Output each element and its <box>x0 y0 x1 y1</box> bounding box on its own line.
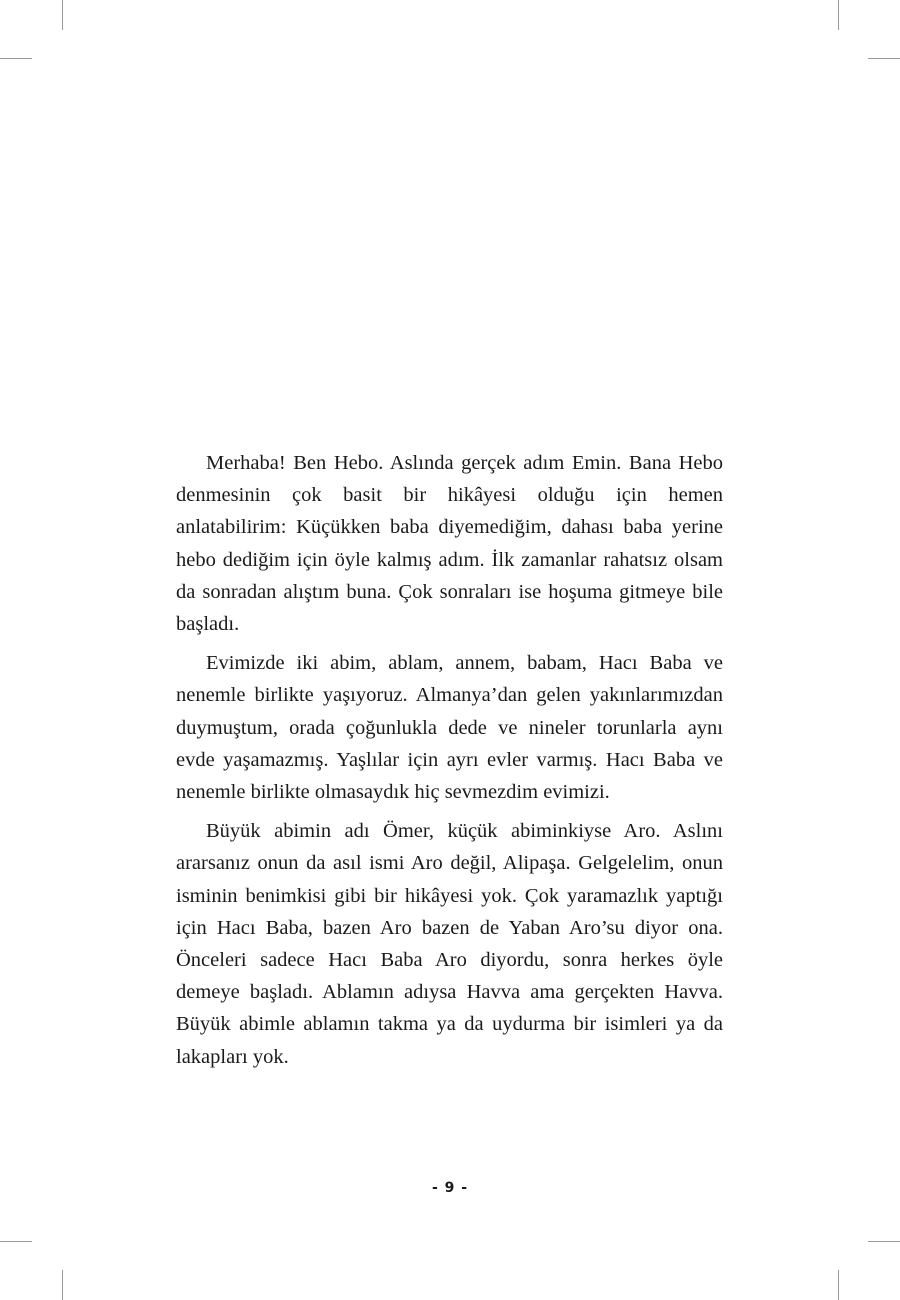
paragraph: Büyük abimin adı Ömer, küçük abiminkiyse Aro. Aslını ararsanız onun da asıl ismi Aro değil, Alipaşa. Gelgelelim, onun isminin benimkisi gibi bir hikâyesi yok. Çok yaramazlık yaptığı için Hacı Baba, bazen Aro bazen de Yaban Aro’su diyor ona. Önceleri sadece Hacı Baba Aro diyordu, sonra herkes öyle demeye başladı. Ablamın adıysa Havva ama gerçekten Havva. Büyük abimle ablamın takma ya da uydurma bir isimleri ya da lakapları yok. <box>176 820 723 1068</box>
crop-mark-top-right-vertical <box>838 0 839 30</box>
crop-mark-bottom-right-horizontal <box>868 1241 900 1242</box>
crop-mark-bottom-right-vertical <box>838 1270 839 1300</box>
paragraph: Evimizde iki abim, ablam, annem, babam, Hacı Baba ve nenemle birlikte yaşıyoruz. Almanya’dan gelen yakınlarımızdan duymuştum, orada çoğunlukla dede ve nineler torunlarla aynı evde yaşamazmış. Yaşlılar için ayrı evler varmış. Hacı Baba ve nenemle birlikte olmasaydık hiç sevmezdim evimizi. <box>176 652 723 804</box>
page-number: - 9 - <box>431 1180 469 1196</box>
crop-mark-bottom-left-horizontal <box>0 1241 32 1242</box>
crop-mark-top-left-vertical <box>62 0 63 30</box>
crop-mark-bottom-left-vertical <box>62 1270 63 1300</box>
paragraph: Merhaba! Ben Hebo. Aslında gerçek adım Emin. Bana Hebo denmesinin çok basit bir hikâyesi olduğu için hemen anlatabilirim: Küçükken baba diyemediğim, dahası baba yerine hebo dediğim için öyle kalmış adım. İlk zamanlar rahatsız olsam da sonradan alıştım buna. Çok sonraları ise hoşuma gitmeye bile başladı. <box>176 452 723 636</box>
crop-mark-top-right-horizontal <box>868 58 900 59</box>
body-text <box>176 447 723 1080</box>
crop-mark-top-left-horizontal <box>0 58 32 59</box>
